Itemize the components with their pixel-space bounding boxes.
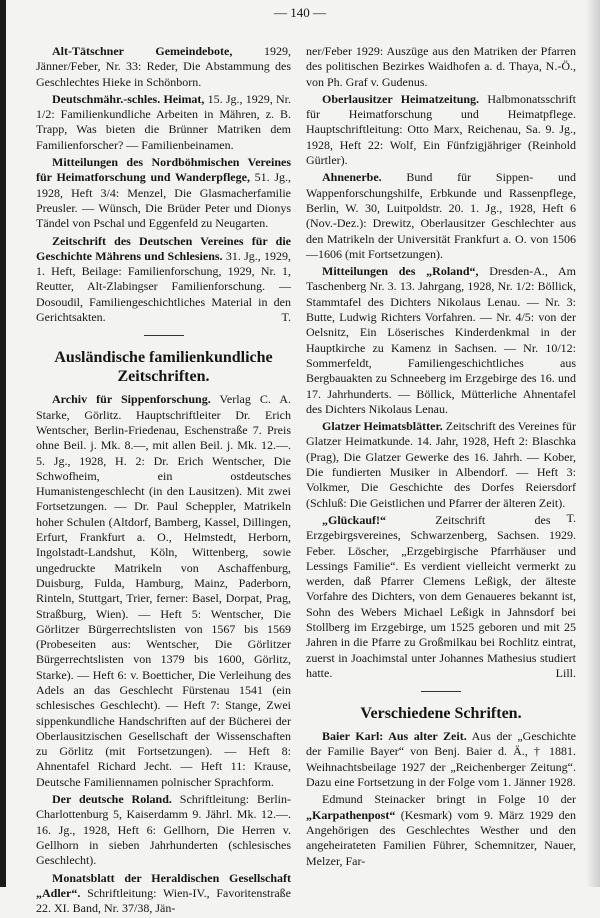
entry-text: Halbmonatsschrift für Heimatforschung und Heimatpflege. Hauptschriftleitung: Otto Marx, Reichenau, Sa. 9. Jg., 1928, Heft 22: Wolf, Ein Fünfzigjähriger (Reinhold Gürtler). [306, 91, 576, 168]
entry-title: Alt-Tätschner Gemeindebote, [52, 44, 233, 58]
entry [36, 234, 291, 326]
scan-edge-right [586, 0, 600, 887]
left-column [36, 44, 291, 918]
entry-text: 15. Jg., 1929, Nr. 1/2: Familienkundliche Arbeiten in Mähren, z. B. Trapp, Was bieten die Brünner Matriken dem Familienforscher? — Familienbeinamen. [36, 91, 291, 152]
entry [36, 44, 291, 90]
entry-text: Zeitschrift des Vereines für Glatzer Heimatkunde. 14. Jahr, 1928, Heft 2: Blaschka (Prag), Die Glatzer Gewerke des 16. Jahrh. — Kober, Die fundierten Musiker in Albendorf. — Heft 3: Volkmer, Die Geschichte des Dorfes Reiersdorf (Schluß: Die Geistlichen und Pfarrer der älteren Zeit). [306, 419, 576, 510]
author-signature: Lill. [555, 665, 576, 680]
entry-title: Der deutsche Roland. [52, 792, 172, 807]
entry [36, 871, 291, 917]
page-number: — 140 — [274, 5, 326, 20]
entry-text: 31. Jg., 1929, 1. Heft, Beilage: Familienforschung, 1929, Nr. 1, Reutter, Alt-Zlabingser Familienforschung. — Dosoudil, Familiengeschichtliches Material in den Gerichtsakten. [36, 248, 291, 325]
entry-title: Monatsblatt der Heraldischen Gesellschaft „Adler“. [36, 870, 291, 900]
entry-title: Ahnenerbe. [322, 170, 382, 185]
entry [36, 155, 291, 231]
entry-title: Oberlausitzer Heimatzeitung. [322, 91, 480, 106]
entry-title: Mitteilungen des Nordböhmischen Vereines für Heimatforschung und Wanderpflege, [36, 155, 291, 185]
entry [36, 392, 291, 790]
entry-title: Deutschmähr.-schles. Heimat, [52, 91, 205, 106]
scan-edge-left [0, 0, 6, 887]
entry [306, 510, 576, 681]
entry [306, 170, 576, 262]
entry-title: Baier Karl: Aus alter Zeit. [322, 729, 467, 744]
author-signature: T. [566, 510, 576, 525]
entry-text: Verlag C. A. Starke, Görlitz. Hauptschriftleiter Dr. Erich Wentscher, Berlin-Friedenau, Eschenstraße 7. Preis ohne Beil. j. Mk. 8.—, mit allen Beil. j. Mk. 12.—. 5. Jg., 1928, H. 2: Dr. Erich Wentscher, Die Schwofheim, ein ostdeutsches Humanistengeschlecht (in den Lausitzen). Mit zwei Fortsetzungen. — Dr. Paul Scheppler, Matrikeln hoher Schulen (Altdorf, Bamberg, Kassel, Dillingen, Erfurt, Frankfurt a. O., Helmstedt, Herborn, Ingolstadt-Landshut, Köln, Wittenberg, sowie ungedruckte Matrikeln von Aschaffenburg, Duisburg, Fulda, Hamburg, Mainz, Paderborn, Rinteln, Stuttgart, Trier, ferner: Basel, Dorpat, Prag, Straßburg, Wien). — Heft 5: Wentscher, Die Görlitzer Bürgerrechtslisten von 1567 bis 1569 (Probeseiten aus: Wentscher, Die Görlitzer Bürgerrechtslisten von 1379 bis 1600, Görlitz, Starke). — Heft 6: v. Boetticher, Die Verleihung des Adels an das Geschlecht Fürstenau 1541 (ein schlesisches Geschlecht). — Heft 7: Stange, Zwei sippenkundliche Handschriften auf der Bücherei der Oberlausitzischen Gesellschaft der Wissenschaften zu Görlitz (mit Fortsetzungen). — Heft 8: Ahnentafel Richard Jecht. — Heft 11: Krause, Deutsche Familiennamen polnischer Sprachform. [36, 392, 291, 789]
entry-title: Archiv für Sippenforschung. [52, 392, 211, 407]
author-signature: T. [281, 310, 291, 325]
entry-text: Aus der „Geschichte der Familie Bayer“ von Benj. Baier d. Ä., † 1881. Weihnachtsbeilage 1927 der „Reichenberger Zeitung“. Dazu eine Fortsetzung in der Folge vom 1. Jänner 1928. [306, 729, 576, 790]
entry-text: 51. Jg., 1928, Heft 3/4: Menzel, Die Glasmacherfamilie Preusler. — Wünsch, Die Brüder Peter und Dionys Tändel von Pschal und Eggenfeld zu Neugarten. [36, 170, 292, 231]
entry-text: Bund für Sippen- und Wappenforschungshilfe, Erbkunde und Rassenpflege, Berlin, W. 30, Luitpoldstr. 20. 1. Jg., 1928, Heft 6 (Nov.-Dez.): Drewitz, Oberlausitzer Geschlechter aus den Matrikeln der Universität Frankfurt a. O. von 1506—1606 (mit Fortsetzungen). [306, 170, 576, 261]
entry [306, 92, 576, 168]
entry-text: Dresden-A., Am Taschenberg Nr. 3. 13. Jahrgang, 1928, Nr. 1/2: Böllick, Stammtafel des Dichters Nikolaus Lenau. — Nr. 3: Butte, Ludwig Richters Vorfahren. — Nr. 4/5: von der Oelsnitz, Ein Löserisches Kinderdenkmal in der Hauptkirche zu Kamenz in Sachsen. — Nr. 10/12: Sommerfeldt, Familiengeschichtliches aus Bergbauakten zu Schneeberg im Erzgebirge des 16. und 17. Jahrhunderts. — Böllick, Mütterliche Ahnentafel des Dichters Nikolaus Lenau. [306, 264, 576, 416]
right-column [306, 44, 576, 871]
section-heading: Verschiedene Schriften. [360, 705, 522, 723]
entry-text: Schriftleitung: Berlin-Charlottenburg 5, Kaiserdamm 9. Jährl. Mk. 12.—. 16. Jg., 1928, Heft 6: Gellhorn, Die Herren v. Gellhorn in sieben Jahrhunderten (schlesisches Geschlecht). [36, 792, 291, 868]
entry-text: 1929, Jänner/Feber, Nr. 33: Reder, Die Abstammung des Geschlechtes Hieke in Schönborn. [36, 44, 291, 89]
entry-title: „Karpathenpost“ [306, 807, 396, 822]
section-heading: Ausländische familienkundliche Zeitschriften. [54, 349, 273, 386]
entry [306, 264, 576, 417]
entry [306, 792, 576, 868]
separator-rule [421, 691, 461, 692]
entry-text: Schriftleitung: Wien-IV., Favoritenstraße 22. XI. Band, Nr. 37/38, Jän- [36, 885, 291, 916]
entry [306, 729, 576, 790]
entry-title: Mitteilungen des „Roland“, [322, 264, 479, 279]
entry [36, 792, 291, 868]
entry-title: Zeitschrift des Deutschen Vereines für die Geschichte Mährens und Schlesiens. [36, 233, 291, 263]
continuation-text: ner/Feber 1929: Auszüge aus den Matriken der Pfarren des politischen Bezirkes Waidhofen a. d. Thaya, N.-Ö., von Ph. Graf v. Gudenus. [306, 44, 576, 89]
entry-text: (Kesmark) vom 9. März 1929 den Angehörigen des Geschlechtes Westher und den angeheirateten Familien Führer, Schemnitzer, Nauer, Melzer, Far- [306, 807, 576, 868]
entry-text: Zeitschrift des Erzgebirgsvereines, Schwarzenberg, Sachsen. 1929. Feber. Löscher, „Erzgebirgische Pfarrhäuser und Lessings Familie“. Es verdient vielleicht vermerkt zu werden, daß Pfarrer Clemens Leßigk, der älteste Vorfahre des Dichters, von dem Genaueres bekannt ist, Sohn des Webers Michael Leßigk in Jahnsdorf bei Stollberg im Erzgebirge, um 1525 geboren und mit 25 Jahren in die Pfarre zu Großmilkau bei Rochlitz eintrat, zuerst in Joachimstal unter Johannes Mathesius studiert hatte. [306, 512, 576, 680]
entry-title: Glatzer Heimatsblätter. [322, 419, 443, 434]
entry-text: Edmund Steinacker bringt in Folge 10 der [322, 792, 576, 807]
entry-title: „Glückauf!“ [322, 512, 387, 527]
separator-rule [144, 335, 184, 336]
entry [36, 92, 291, 153]
